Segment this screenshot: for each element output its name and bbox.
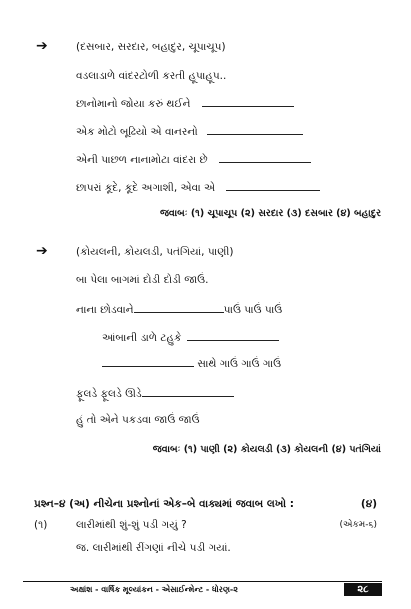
- fill-blank-7[interactable]: [102, 356, 194, 367]
- section2-answer-key: જવાબઃ (૧) પાણી (૨) કોયલડી (૩) કોયલની (૪) પતંગિયાં: [152, 444, 381, 455]
- poem2-line-3: [102, 356, 281, 371]
- arrow-icon: ➔: [36, 243, 48, 259]
- poem2-line-3-suffix: સાથે ગાઉં ગાઉં ગાઉં: [197, 358, 282, 370]
- poem-line-1: [76, 96, 294, 111]
- poem-line-2: [76, 124, 303, 139]
- footer-text: અક્ષાંશ - વાર્ષિક મૂલ્યાંકન - એસાઈન્મેન્ટ - ધોરણ-૨: [70, 585, 238, 594]
- poem2-line-1: [76, 302, 282, 317]
- fill-blank-1[interactable]: [202, 96, 294, 107]
- fill-blank-2[interactable]: [207, 124, 303, 135]
- poem-line-3: [76, 152, 311, 167]
- poem-line-1-text: છાનોમાનો જોયા કરું થઈને: [76, 98, 191, 110]
- page-number: ૨૮: [344, 583, 382, 596]
- question-number: (૧): [34, 519, 48, 531]
- fill-blank-4[interactable]: [226, 180, 320, 191]
- poem2-line-2: [102, 330, 279, 345]
- poem2-line-1-suffix: પાઉં પાઉં પાઉં: [223, 304, 283, 316]
- poem2-line-5: હું તો એને પકડવા જાઉં જાઉં: [76, 414, 200, 426]
- section1-answer-key: જવાબઃ (૧) ચૂપાચૂપ (૨) સરદાર (૩) દસબાર (૪) બહાદુર: [159, 208, 381, 219]
- section2-word-options: (કોયલની, કોયલડી, પતંગિયાં, પાણી): [76, 246, 234, 258]
- fill-blank-6[interactable]: [187, 330, 279, 341]
- answer-text: જ. લારીમાંથી રીંગણાં નીચે પડી ગયાં.: [76, 542, 231, 554]
- poem2-line-2-prefix: આંબાની ડાળે ટહુકે: [102, 332, 182, 344]
- arrow-icon: ➔: [36, 38, 48, 54]
- poem2-line-4-prefix: ફૂલડે ફૂલડે ઊડે: [76, 388, 142, 400]
- section2-intro-line: બા પેલા બાગમાં દોડી દોડી જાઉં.: [76, 274, 209, 286]
- fill-blank-5[interactable]: [134, 302, 224, 313]
- poem-line-4: [76, 180, 320, 195]
- unit-reference: (એકમ-૬): [339, 520, 377, 530]
- question4-marks: (૪): [360, 498, 377, 510]
- section1-word-options: (દસબાર, સરદાર, બહાદુર, ચૂપાચૂપ): [76, 41, 226, 53]
- fill-blank-3[interactable]: [219, 152, 311, 163]
- poem-line-3-text: એની પાછળ નાનામોટા વાંદરા છે: [76, 154, 208, 166]
- footer-divider: [23, 581, 382, 582]
- poem2-line-4: [76, 386, 234, 401]
- poem-line-2-text: એક મોટો બૂઢિયો એ વાનરનો: [76, 126, 198, 138]
- question4-heading: પ્રશ્ન–૪ (અ) નીચેના પ્રશ્નોનાં એક–બે વાક્યમાં જવાબ લખો :: [34, 498, 294, 510]
- fill-blank-8[interactable]: [142, 386, 234, 397]
- question-text: લારીમાંથી શું-શું પડી ગયું ?: [76, 519, 187, 531]
- poem-line-4-text: છાપરાં કૂદે, કૂદે અગાશી, એવા એ: [76, 182, 216, 194]
- poem2-line-1-prefix: નાના છોડવાને: [76, 304, 134, 316]
- section1-intro-line: વડલાડાળે વાંદરટોળી કરતી હૂપાહૂપ..: [76, 70, 227, 82]
